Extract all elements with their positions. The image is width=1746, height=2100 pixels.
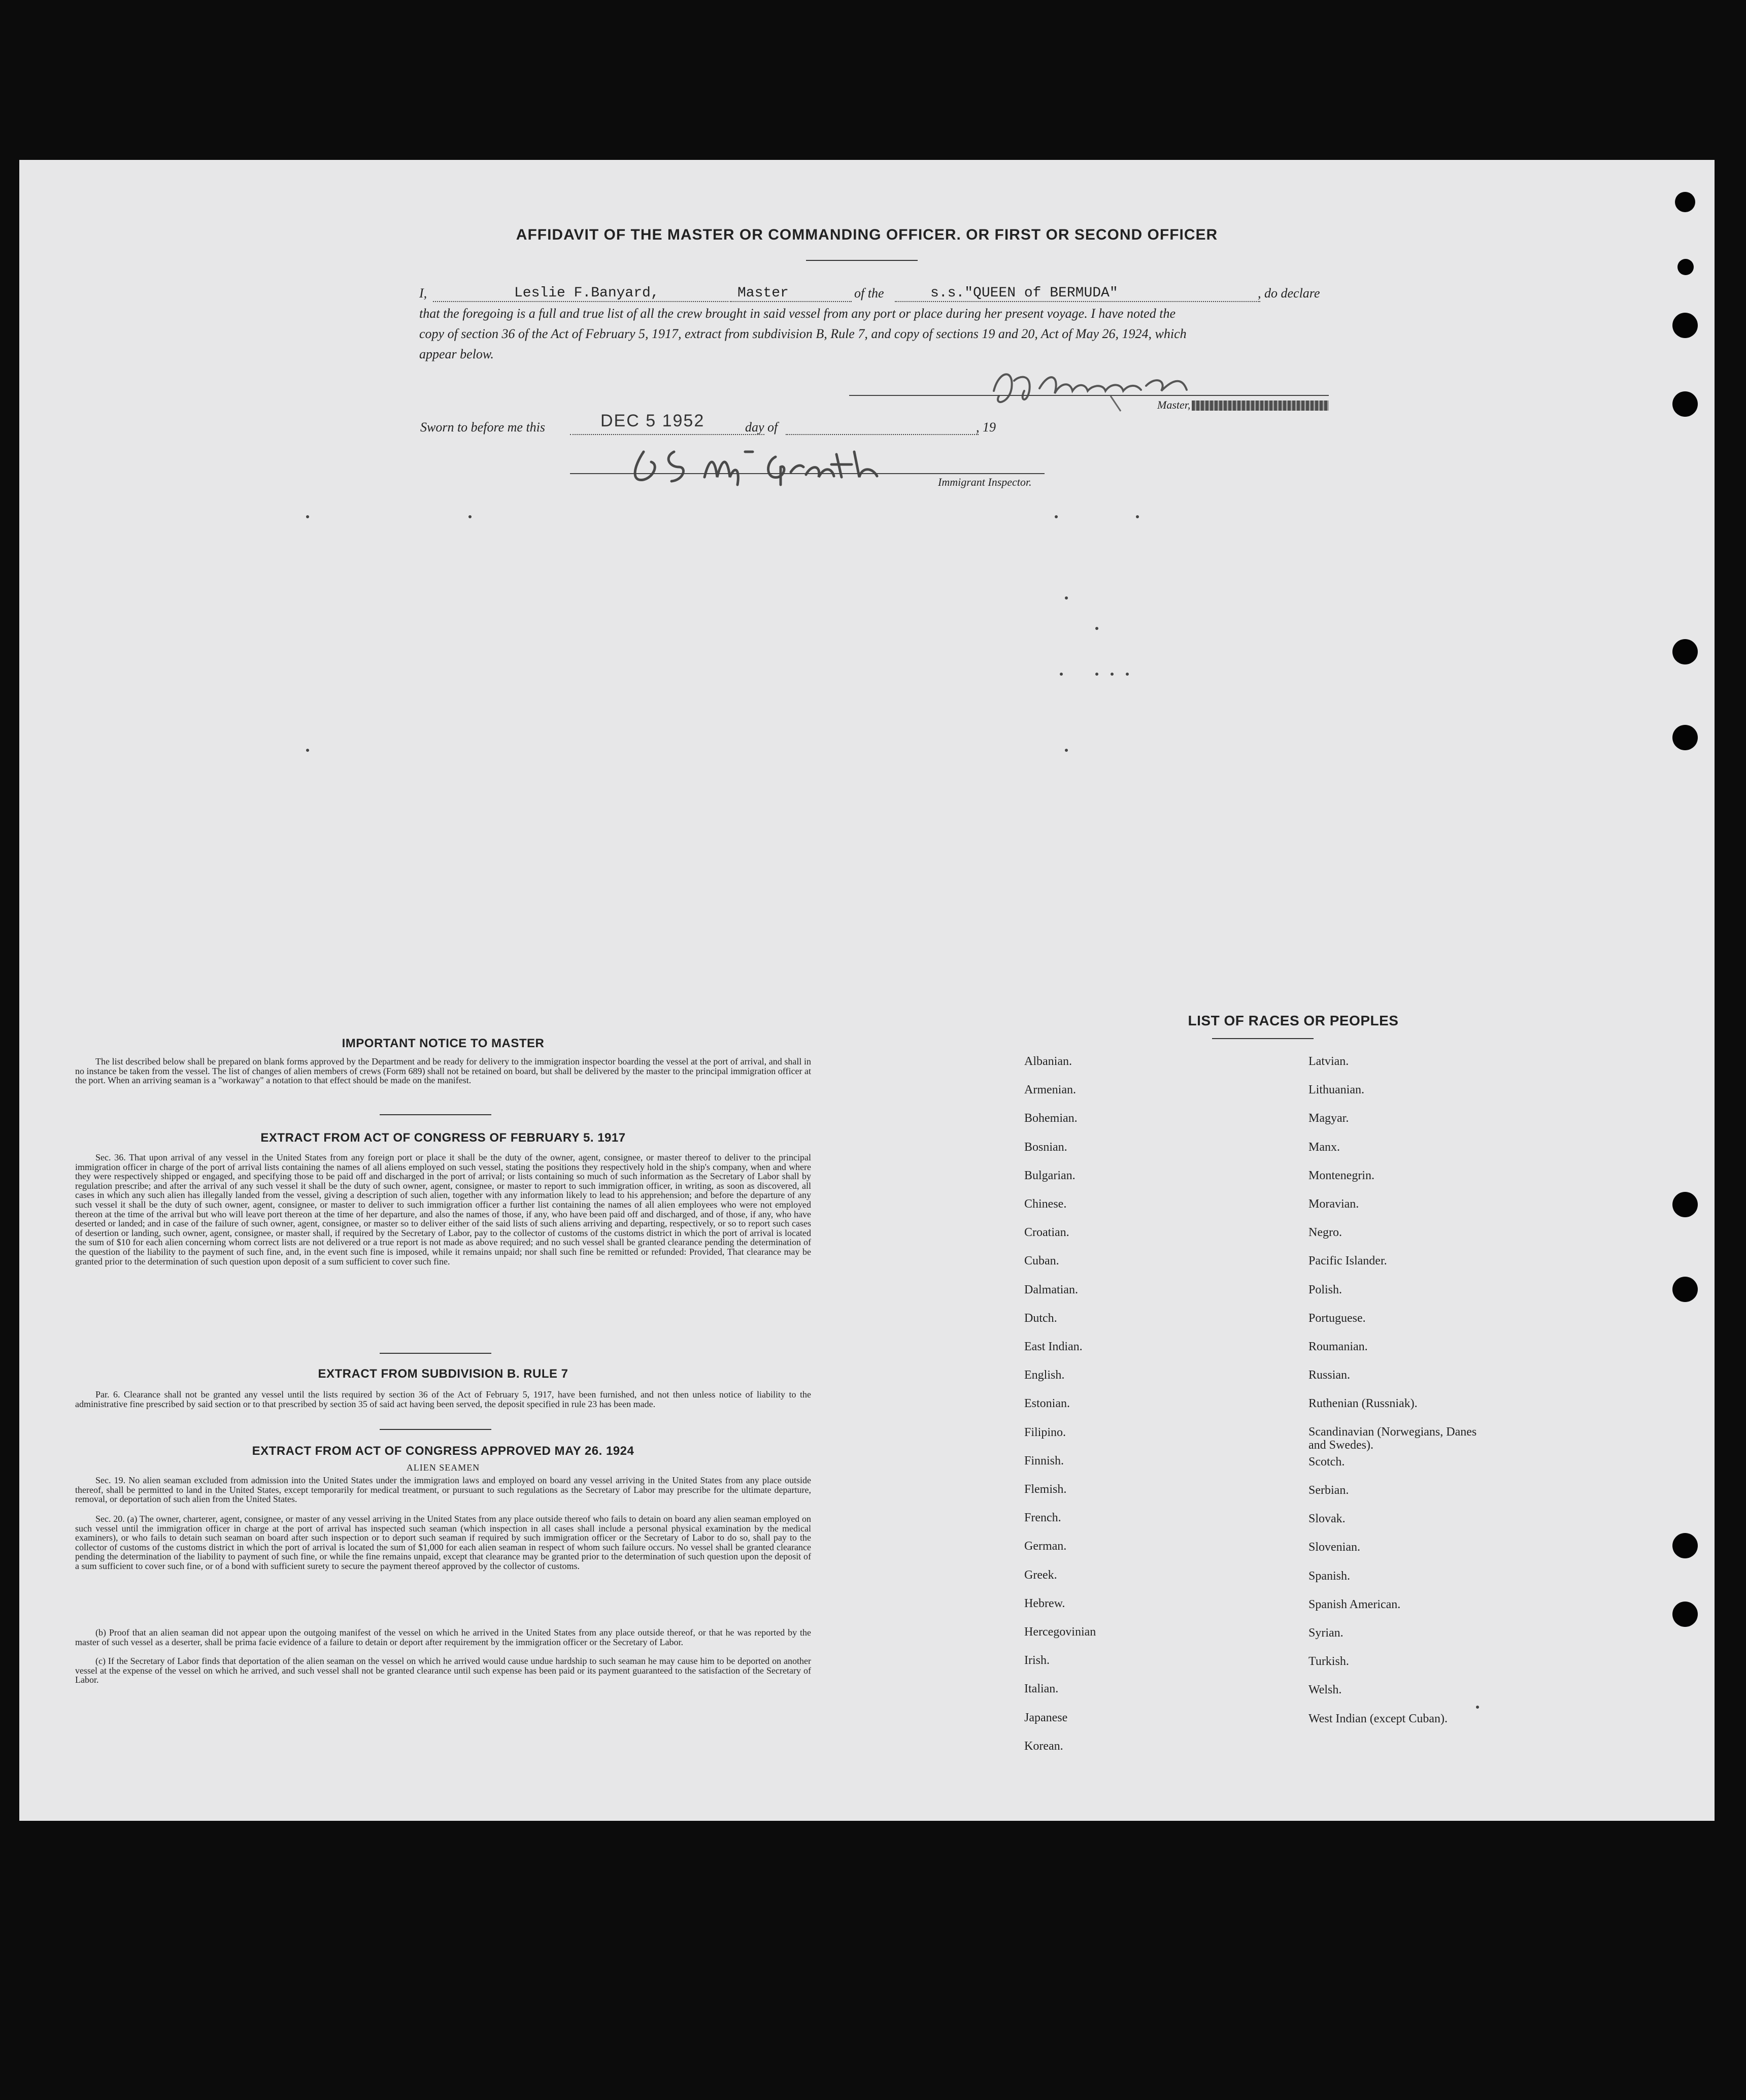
race-item: Slovenian. (1308, 1541, 1360, 1554)
race-item: Hebrew. (1024, 1596, 1065, 1610)
sworn-prefix: Sworn to before me this (420, 420, 546, 435)
officer-rank: Master (737, 285, 789, 301)
struck-text (1192, 401, 1329, 411)
document-page (19, 160, 1715, 1821)
race-item: West Indian (except Cuban). (1308, 1712, 1448, 1725)
race-item: Turkish. (1308, 1655, 1349, 1669)
punch-hole (1672, 1602, 1698, 1627)
punch-hole (1672, 391, 1698, 417)
speck (1065, 596, 1068, 599)
punch-hole (1675, 192, 1695, 212)
of-the-label: of the (854, 286, 884, 301)
race-item: Manx. (1308, 1140, 1340, 1154)
inspector-signature-rule (570, 473, 1045, 474)
punch-hole (1672, 639, 1698, 664)
inspector-signature (623, 437, 928, 492)
affidavit-line-4: appear below. (419, 347, 494, 361)
race-item: Spanish. (1308, 1569, 1351, 1583)
affidavit-line-2: that the foregoing is a full and true list of all the crew brought in said vessel from any port or place during her present voyage. I have noted the (419, 306, 1176, 321)
punch-hole (1672, 1533, 1698, 1558)
year-prefix: , 19 (976, 420, 996, 435)
alien-seamen-subheading: ALIEN SEAMEN (406, 1462, 480, 1473)
race-item: English. (1024, 1369, 1065, 1382)
race-item: Spanish American. (1308, 1597, 1401, 1611)
race-item: French. (1024, 1511, 1061, 1525)
race-item: Cuban. (1024, 1254, 1059, 1268)
race-item: Polish. (1308, 1283, 1342, 1296)
sworn-date-line (570, 434, 764, 435)
race-item: East Indian. (1024, 1340, 1083, 1353)
speck (1095, 673, 1098, 676)
rule7-text: Par. 6. Clearance shall not be granted any vessel until the lists required by section 36 of the Act of February 5, 1917, have been furnished, and not then unless notice of liability to the administrative fine prescribed by said section or to that prescribed by section 35 of said act having been served, the deposit specified in rule 23 has been made. (75, 1389, 811, 1409)
speck (1055, 515, 1058, 518)
act1917-text: Sec. 36. That upon arrival of any vessel in the United States from any foreign port or place it shall be the duty of the owner, agent, consignee, or master thereof to deliver to the principal immigration officer in charge of the port of arrival lists containing the names of all aliens employed on such vessel, stating the positions they respectively hold in the ship's company, when and where they were respectively shipped or engaged, and specifying those to be paid off and discharged in the port of arrival; or lists containing so much of such information as the Secretary of Labor shall by regulation prescribe; and after the arrival of any such vessel it shall be the duty of such owner, agent, consignee, or master to report to such immigration officer, in writing, as soon as discovered, all cases in which any such alien has illegally landed from the vessel, giving a description of such alien, together with any information likely to lead to his apprehension; and before the departure of any such vessel it shall be the duty of such owner, agent, consignee, or master to deliver to such immigration officer a further list containing the names of all alien employees who were not employed thereon at the time of the arrival but who will leave port thereon at the time of her departure, and also the names of those, if any, who have been paid off and discharged, and of those, if any, who have deserted or landed; and in case of the failure of such owner, agent, consignee, or master so to deliver either of the said lists of such aliens arriving and departing, respectively, or so to report such cases of desertion or landing, such owner, agent, consignee, or master shall, if required by the Secretary of Labor, pay to the collector of customs of the customs district in which the port of arrival is located the sum of $10 for each alien concerning whom correct lists are not delivered or a true report is not made as above required; and no such vessel shall be granted clearance pending the determination of the question of the liability to the payment of such fine, and, in the event such fine is imposed, while it remains unpaid; nor shall such fine be remitted or refunded: Provided, That clearance may be granted prior to the determination of such question upon deposit of a sum sufficient to cover such fine. (75, 1152, 811, 1266)
race-item: Irish. (1024, 1654, 1050, 1668)
race-item: Bulgarian. (1024, 1169, 1076, 1182)
speck (306, 749, 309, 752)
notice-rule (380, 1114, 491, 1115)
master-signature-rule (849, 395, 1329, 396)
race-item: Flemish. (1024, 1483, 1067, 1496)
race-item: Filipino. (1024, 1425, 1066, 1439)
race-item: Lithuanian. (1308, 1083, 1364, 1097)
race-item: Latvian. (1308, 1055, 1349, 1068)
race-item: Dalmatian. (1024, 1283, 1078, 1296)
punch-hole (1677, 259, 1694, 275)
affidavit-title: AFFIDAVIT OF THE MASTER OR COMMANDING OFFICER. OR FIRST OR SECOND OFFICER (516, 226, 1218, 243)
master-label: Master, (1157, 398, 1191, 411)
race-item: Scotch. (1308, 1455, 1345, 1469)
act1917-rule (380, 1353, 491, 1354)
races-rule (1212, 1038, 1314, 1039)
sec20c-text: (c) If the Secretary of Labor finds that deportation of the alien seaman on the vessel on which he arrived would cause undue hardship to such seaman he may cause him to be deported on another vessel at the expense of the vessel on which he arrived, and such vessel shall not be granted clearance until such expense has been paid or its payment guaranteed to the satisfaction of the Secretary of Labor. (75, 1656, 811, 1685)
race-item: Chinese. (1024, 1197, 1067, 1211)
act1924-heading: EXTRACT FROM ACT OF CONGRESS APPROVED MAY 26. 1924 (252, 1444, 634, 1458)
punch-hole (1672, 1192, 1698, 1217)
affidavit-line-3: copy of section 36 of the Act of February 5, 1917, extract from subdivision B, Rule 7, and copy of sections 19 and 20, Act of May 26, 1924, which (419, 326, 1187, 341)
notice-heading: IMPORTANT NOTICE TO MASTER (342, 1037, 545, 1050)
race-item: Scandinavian (Norwegians, Danes and Swedes). (1308, 1425, 1477, 1452)
race-item: Ruthenian (Russniak). (1308, 1397, 1418, 1411)
race-item: German. (1024, 1540, 1067, 1553)
punch-hole (1672, 725, 1698, 750)
sec19-text: Sec. 19. No alien seaman excluded from admission into the United States under the immigration laws and employed on board any vessel arriving in the United States from any place outside thereof, shall be permitted to land in the United States, except temporarily for medical treatment, or pursuant to such regulations as the Secretary of Labor may prescribe for the ultimate departure, removal, or deportation of such alien from the United States. (75, 1475, 811, 1505)
race-item: Syrian. (1308, 1626, 1344, 1640)
race-item: Croatian. (1024, 1226, 1069, 1240)
race-item: Serbian. (1308, 1484, 1349, 1497)
act1917-heading: EXTRACT FROM ACT OF CONGRESS OF FEBRUARY 5. 1917 (260, 1131, 626, 1145)
race-item: Russian. (1308, 1369, 1351, 1382)
race-item: Japanese (1024, 1711, 1068, 1724)
officer-name: Leslie F.Banyard, (514, 285, 659, 301)
rule7-heading: EXTRACT FROM SUBDIVISION B. RULE 7 (318, 1367, 568, 1381)
punch-hole (1672, 1277, 1698, 1302)
vessel-name: s.s."QUEEN of BERMUDA" (930, 285, 1118, 301)
race-item: Korean. (1024, 1739, 1063, 1753)
race-item: Magyar. (1308, 1112, 1349, 1125)
race-item: Finnish. (1024, 1454, 1064, 1468)
race-item: Bosnian. (1024, 1140, 1067, 1154)
race-item: Roumanian. (1308, 1340, 1368, 1353)
officer-rank-line (730, 301, 852, 302)
race-item: Estonian. (1024, 1397, 1070, 1411)
sec20a-text: Sec. 20. (a) The owner, charterer, agent, consignee, or master of any vessel arriving in the United States from any place outside thereof who fails to detain on board any alien seaman employed on such vessel until the immigration officer in charge at the port of arrival has inspected such seaman (which inspection in all cases shall include a personal physical examination by the medical examiners), or who fails to detain such seaman on board after such inspection or to deport such seaman if required by such immigration officer or the Secretary of Labor to do so, shall pay to the collector of customs of the customs district in which the port of arrival is located the sum of $1,000 for each alien seaman in respect of whom such failure occurs. No vessel shall be granted clearance pending the determination of the liability to payment of such fine, or while the fine remains unpaid, except that clearance may be granted prior to the determination of such question upon the deposit of a sum sufficient to cover such fine, or of a bond with sufficient surety to secure the payment thereof approved by the collector of customs. (75, 1514, 811, 1571)
speck (1126, 673, 1129, 676)
speck (1136, 515, 1139, 518)
declarant-prefix: I, (419, 286, 427, 301)
do-declare-label: , do declare (1258, 286, 1320, 301)
speck (1111, 673, 1114, 676)
races-heading: LIST OF RACES OR PEOPLES (1188, 1013, 1399, 1028)
race-item: Slovak. (1308, 1512, 1346, 1526)
race-item: Portuguese. (1308, 1311, 1366, 1325)
race-item: Greek. (1024, 1568, 1057, 1582)
speck (1060, 673, 1063, 676)
race-item: Moravian. (1308, 1197, 1359, 1211)
race-item: Italian. (1024, 1682, 1059, 1696)
notice-text: The list described below shall be prepared on blank forms approved by the Department and be ready for delivery to the immigration inspector boarding the vessel at the port of arrival, and shall in no instance be taken from the vessel. The list of changes of alien members of crews (Form 689) shall not be retained on board, but shall be delivered by the master to the principal immigration officer at the port. When an arriving seaman is a "workaway" a notation to that effect should be made on the manifest. (75, 1056, 811, 1086)
speck (1476, 1706, 1479, 1709)
race-item: Dutch. (1024, 1311, 1057, 1325)
vessel-line (895, 301, 1260, 302)
sworn-date-stamp: DEC 5 1952 (600, 411, 705, 430)
officer-name-line (433, 301, 728, 302)
title-rule (806, 260, 918, 261)
punch-hole (1672, 313, 1698, 338)
speck (1065, 749, 1068, 752)
race-item: Bohemian. (1024, 1112, 1078, 1125)
race-item: Pacific Islander. (1308, 1254, 1387, 1268)
sec20b-text: (b) Proof that an alien seaman did not appear upon the outgoing manifest of the vessel on which he arrived in the United States from any place outside thereof, or that he was reported by the master of such vessel as a deserter, shall be prima facie evidence of a failure to detain or deport after requirement by the immigration officer or the Secretary of Labor. (75, 1627, 811, 1647)
race-item: Armenian. (1024, 1083, 1076, 1097)
inspector-label: Immigrant Inspector. (938, 476, 1032, 488)
race-item: Welsh. (1308, 1683, 1342, 1697)
race-item: Negro. (1308, 1226, 1342, 1240)
speck (468, 515, 472, 518)
day-of-label: day of (745, 420, 778, 435)
speck (306, 515, 309, 518)
month-line (786, 434, 979, 435)
race-item: Hercegovinian (1024, 1625, 1096, 1639)
rule7-rule (380, 1429, 491, 1430)
race-item: Montenegrin. (1308, 1169, 1374, 1182)
speck (1095, 627, 1098, 630)
race-item: Albanian. (1024, 1055, 1072, 1068)
